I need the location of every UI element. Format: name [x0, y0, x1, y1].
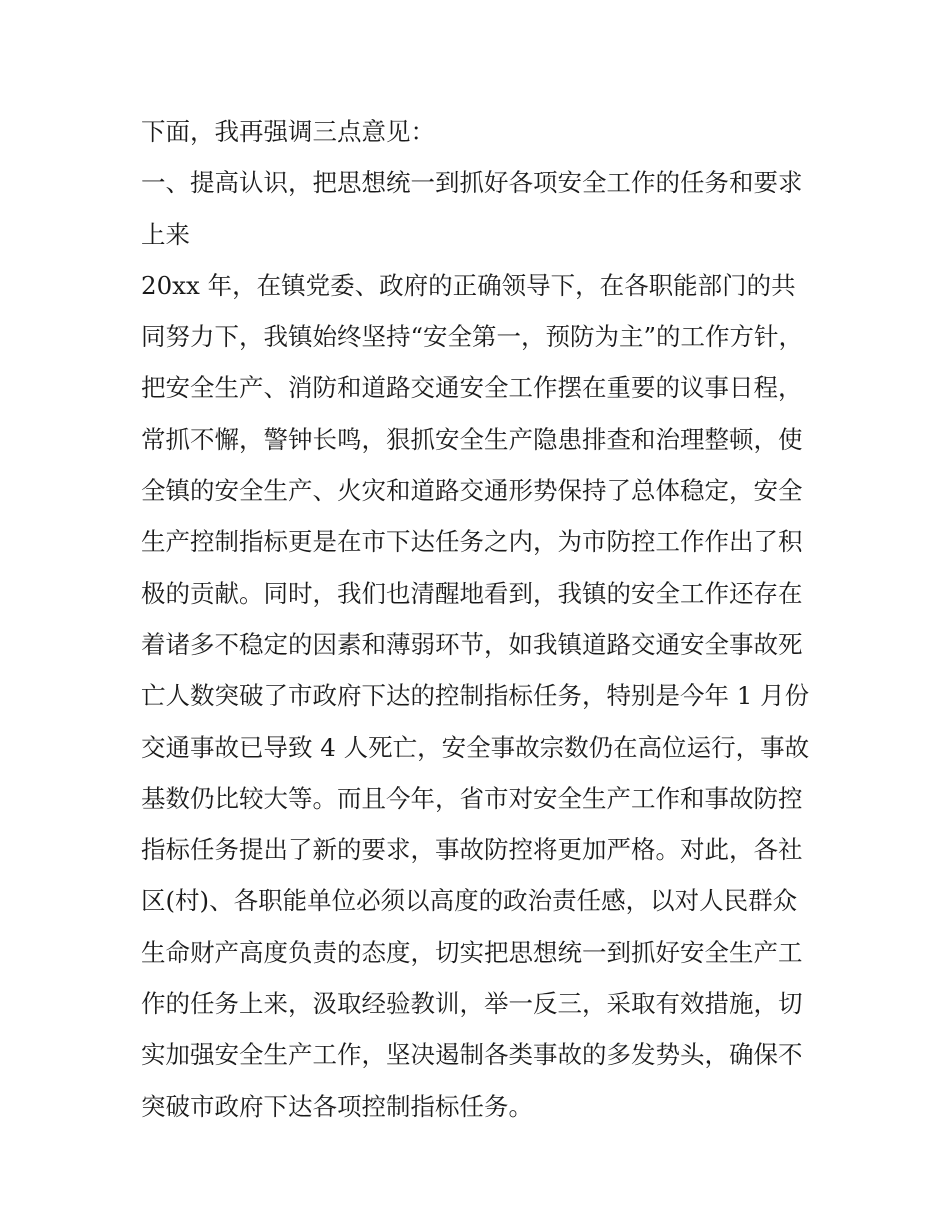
paragraph-line: 实加强安全生产工作，坚决遏制各类事故的多发势头，确保不: [141, 1040, 803, 1070]
paragraph-line: 把安全生产、消防和道路交通安全工作摆在重要的议事日程，: [141, 373, 803, 403]
paragraph-line: 指标任务提出了新的要求，事故防控将更加严格。对此，各社: [141, 835, 803, 865]
document-body: [141, 106, 821, 1132]
paragraph-line: 生产控制指标更是在市下达任务之内，为市防控工作作出了积: [141, 527, 803, 557]
intro-line: 下面，我再强调三点意见：: [141, 117, 435, 146]
paragraph-line: 区(村)、各职能单位必须以高度的政治责任感，以对人民群众: [141, 886, 798, 916]
paragraph-line: 生命财产高度负责的态度，切实把思想统一到抓好安全生产工: [141, 937, 803, 967]
paragraph-line: 基数仍比较大等。而且今年，省市对安全生产工作和事故防控: [141, 783, 803, 813]
paragraph-line: 作的任务上来，汲取经验教训，举一反三，采取有效措施，切: [141, 989, 803, 1019]
paragraph-line: 交通事故已导致 4 人死亡，安全事故宗数仍在高位运行，事故: [141, 732, 810, 762]
paragraph-line: 着诸多不稳定的因素和薄弱环节，如我镇道路交通安全事故死: [141, 629, 803, 659]
paragraph-line: 极的贡献。同时，我们也清醒地看到，我镇的安全工作还存在: [141, 578, 803, 608]
section-heading-line-1: 一、提高认识，把思想统一到抓好各项安全工作的任务和要求: [141, 168, 803, 198]
paragraph-line: 全镇的安全生产、火灾和道路交通形势保持了总体稳定，安全: [141, 476, 803, 506]
paragraph-line: 同努力下，我镇始终坚持“安全第一，预防为主”的工作方针，: [141, 322, 804, 352]
paragraph-line: 常抓不懈，警钟长鸣，狠抓安全生产隐患排查和治理整顿，使: [141, 424, 803, 454]
paragraph-line-last: 突破市政府下达各项控制指标任务。: [141, 1091, 533, 1121]
paragraph-line: 20xx 年，在镇党委、政府的正确领导下，在各职能部门的共: [141, 270, 796, 300]
section-heading-line-2: 上来: [141, 219, 190, 249]
paragraph-line: 亡人数突破了市政府下达的控制指标任务，特别是今年 1 月份: [141, 681, 810, 711]
